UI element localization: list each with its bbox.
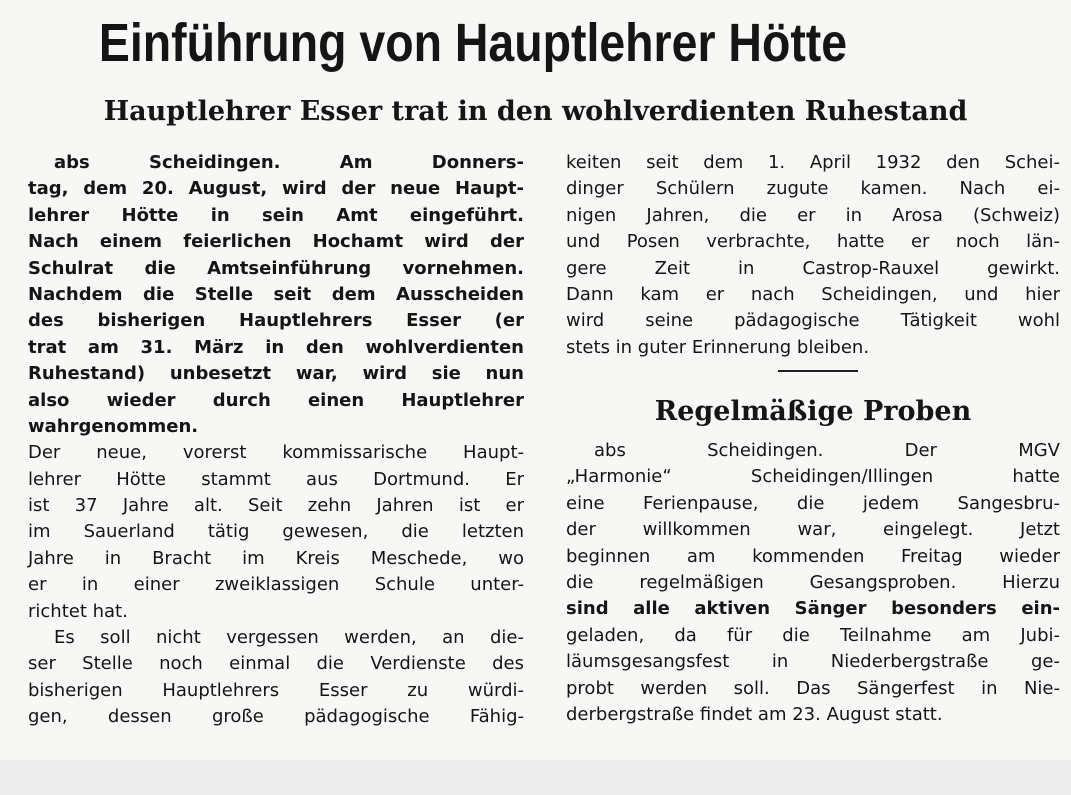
text-line: des bisherigen Hauptlehrers Esser (er xyxy=(28,310,524,332)
text-line: läumsgesangsfest in Niederbergstraße ge- xyxy=(566,651,1060,673)
text-line: richtet hat. xyxy=(28,600,128,622)
text-line: Nachdem die Stelle seit dem Ausscheiden xyxy=(28,283,524,305)
text-line: wahrgenommen. xyxy=(28,415,199,437)
text-line: geladen, da für die Teilnahme am Jubi- xyxy=(566,624,1060,646)
text-line: gere Zeit in Castrop-Rauxel gewirkt. xyxy=(566,257,1060,279)
text-line: trat am 31. März in den wohlverdienten xyxy=(28,336,524,358)
text-line: eine Ferienpause, die jedem Sangesbru- xyxy=(566,492,1060,514)
text-line: und Posen verbrachte, hatte er noch län- xyxy=(566,231,1060,253)
subheadline: Hauptlehrer Esser trat in den wohlverdienten Ruhestand xyxy=(103,96,968,127)
text-line: nigen Jahren, die er in Arosa (Schweiz) xyxy=(566,204,1060,226)
text-line: ser Stelle noch einmal die Verdienste des xyxy=(28,653,524,675)
text-line: wird seine pädagogische Tätigkeit wohl xyxy=(566,310,1060,332)
text-line: Schulrat die Amtseinführung vornehmen. xyxy=(28,257,524,279)
text-line: bisherigen Hauptlehrers Esser zu würdi- xyxy=(28,679,524,701)
text-line: beginnen am kommenden Freitag wieder xyxy=(566,545,1060,567)
article-column-left xyxy=(28,150,524,731)
text-line: lehrer Hötte in sein Amt eingeführt. xyxy=(28,204,524,226)
text-line: lehrer Hötte stammt aus Dortmund. Er xyxy=(28,468,524,490)
text-line: Ruhestand) unbesetzt war, wird sie nun xyxy=(28,363,524,385)
text-line: Es soll nicht vergessen werden, an die- xyxy=(54,627,524,649)
text-line: Jahre in Bracht im Kreis Meschede, wo xyxy=(28,547,524,569)
text-line: ist 37 Jahre alt. Seit zehn Jahren ist er xyxy=(28,495,524,517)
text-line: sind alle aktiven Sänger besonders ein- xyxy=(566,598,1060,620)
text-line: die regelmäßigen Gesangsproben. Hierzu xyxy=(566,571,1060,593)
article-column-right xyxy=(566,150,1060,361)
article-title: Regelmäßige Proben xyxy=(654,396,972,427)
text-line: der willkommen war, eingelegt. Jetzt xyxy=(566,519,1060,541)
text-line: probt werden soll. Das Sängerfest in Nie- xyxy=(566,677,1060,699)
text-line: gen, dessen große pädagogische Fähig- xyxy=(28,706,524,728)
text-line: keiten seit dem 1. April 1932 den Schei- xyxy=(566,152,1060,173)
text-line: Nach einem feierlichen Hochamt wird der xyxy=(28,231,524,253)
text-line: derbergstraße findet am 23. August statt. xyxy=(566,703,943,725)
text-line: er in einer zweiklassigen Schule unter- xyxy=(28,574,524,596)
text-line: abs Scheidingen. Am Donners- xyxy=(54,152,524,173)
section-divider xyxy=(778,370,858,372)
text-line: tag, dem 20. August, wird der neue Haupt- xyxy=(28,178,524,200)
text-line: abs Scheidingen. Der MGV xyxy=(594,440,1060,461)
text-line: Dann kam er nach Scheidingen, und hier xyxy=(566,283,1060,305)
text-line: also wieder durch einen Hauptlehrer xyxy=(28,389,524,411)
text-line: Der neue, vorerst kommissarische Haupt- xyxy=(28,442,524,464)
headline: Einführung von Hauptlehrer Hötte xyxy=(98,13,848,73)
text-line: „Harmonie“ Scheidingen/Illingen hatte xyxy=(566,466,1060,488)
text-line: im Sauerland tätig gewesen, die letzten xyxy=(28,521,524,543)
article-body xyxy=(566,438,1060,728)
text-line: stets in guter Erinnerung bleiben. xyxy=(566,336,870,358)
scan-margin xyxy=(0,760,1071,795)
text-line: dinger Schülern zugute kamen. Nach ei- xyxy=(566,178,1060,200)
